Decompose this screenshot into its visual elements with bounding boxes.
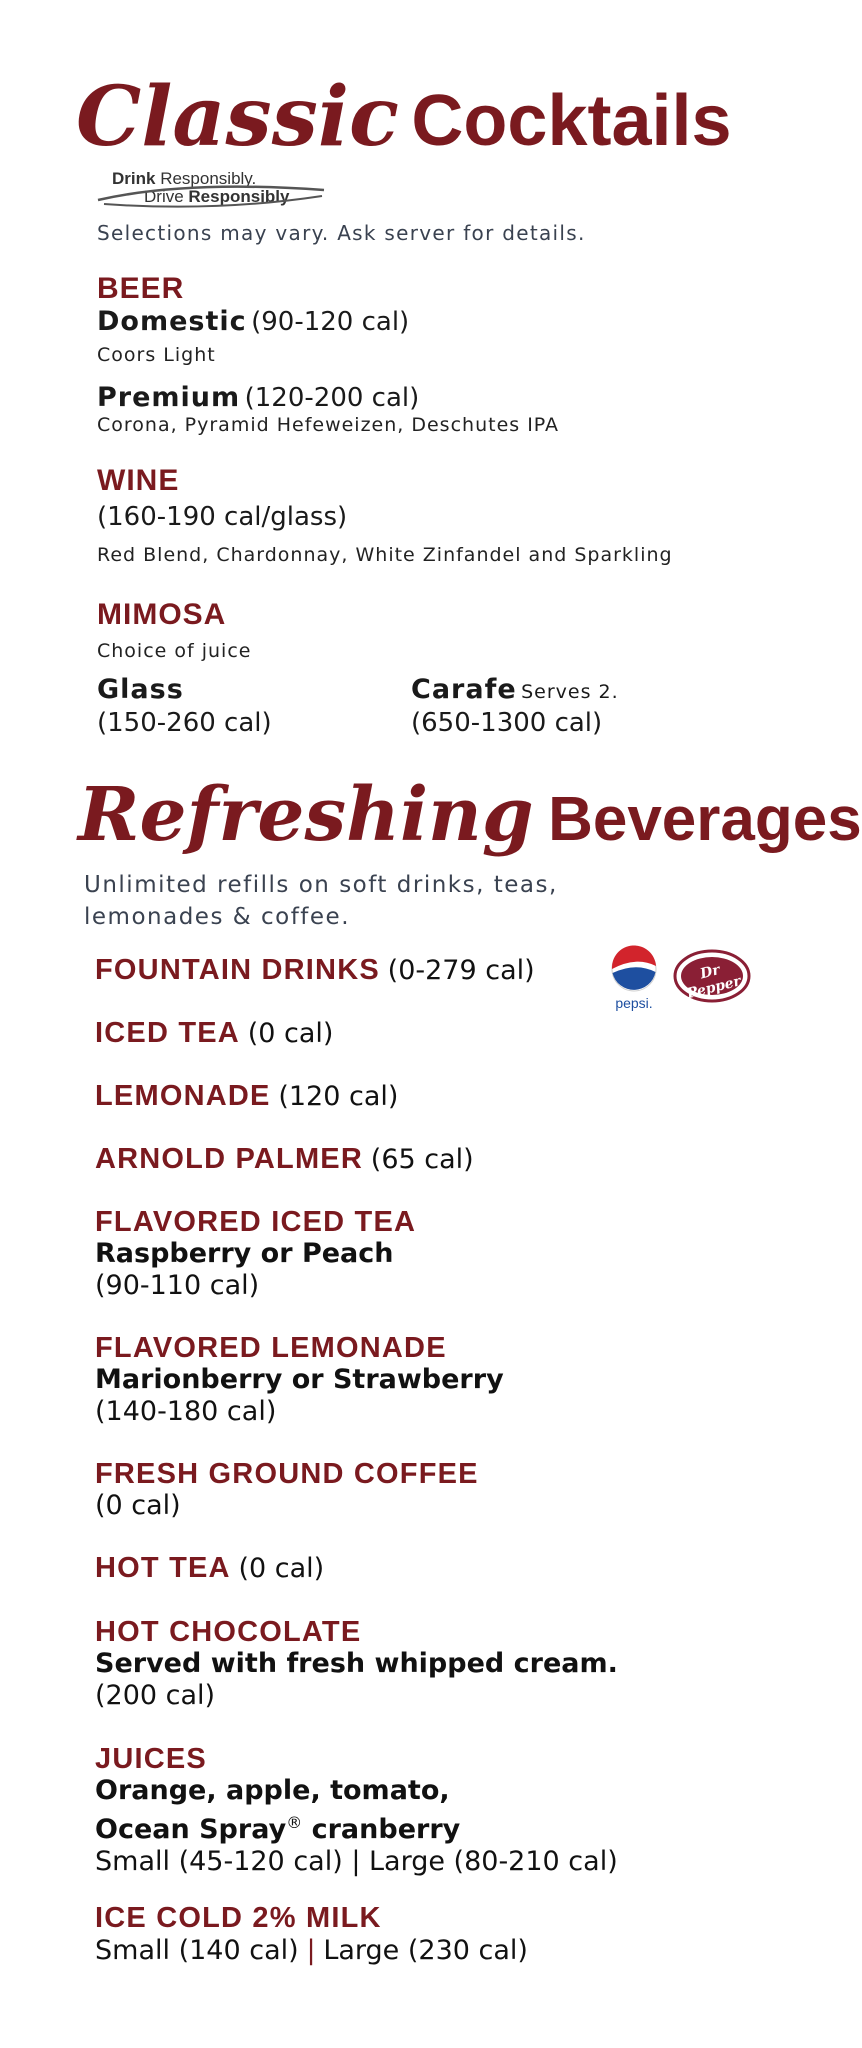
beer-premium-items: Corona, Pyramid Hefeweizen, Deschutes IPA <box>97 414 560 436</box>
beverages-note-line2: lemonades & coffee. <box>84 904 351 930</box>
item-sub-part-b: cranberry <box>302 1814 461 1845</box>
beverages-title <box>78 760 862 870</box>
cocktails-note: Selections may vary. Ask server for details. <box>97 221 586 245</box>
item-name: ICED TEA <box>95 1017 240 1049</box>
item-name: ICE COLD 2% MILK <box>95 1902 382 1934</box>
item-sub-line2 <box>95 1807 618 1846</box>
beverages-title-script: Refreshing <box>78 772 534 858</box>
beer-premium-label: Premium <box>97 382 241 413</box>
item-cal: (0 cal) <box>247 1018 334 1049</box>
mimosa-carafe <box>411 674 619 705</box>
list-item <box>95 1017 333 1050</box>
item-cal-large: Large (230 cal) <box>323 1935 528 1966</box>
beer-heading: BEER <box>97 272 185 305</box>
list-item <box>95 1902 528 1967</box>
item-name: LEMONADE <box>95 1080 271 1112</box>
item-cal: (120 cal) <box>278 1081 399 1112</box>
pepsi-text: pepsi. <box>615 995 653 1011</box>
item-cal: Small (45-120 cal) | Large (80-210 cal) <box>95 1846 618 1877</box>
list-item <box>95 954 535 987</box>
drink-responsibly-line1-bold: Drink <box>112 169 156 188</box>
item-cal: (65 cal) <box>370 1144 474 1175</box>
drink-responsibly-line2-rest: Drive <box>144 187 184 206</box>
beer-premium <box>97 382 419 413</box>
mimosa-glass-label: Glass <box>97 674 184 705</box>
item-sub-line1: Orange, apple, tomato, <box>95 1775 450 1806</box>
cocktails-title <box>76 62 732 172</box>
list-item <box>95 1206 416 1302</box>
item-name: HOT TEA <box>95 1552 231 1584</box>
drink-responsibly-line1-rest: Responsibly. <box>160 169 257 188</box>
item-name: FLAVORED ICED TEA <box>95 1206 417 1238</box>
item-name: FRESH GROUND COFFEE <box>95 1458 479 1490</box>
beverages-note <box>84 869 558 933</box>
item-name: HOT CHOCOLATE <box>95 1616 362 1648</box>
wine-heading: WINE <box>97 464 180 497</box>
beer-domestic-cal: (90-120 cal) <box>251 307 410 337</box>
mimosa-carafe-note: Serves 2. <box>521 681 619 703</box>
drink-responsibly-line2-bold: Responsibly <box>188 187 290 206</box>
list-item <box>95 1080 398 1113</box>
item-cal-row <box>95 1934 528 1967</box>
pepsi-globe-icon <box>611 946 657 992</box>
mimosa-carafe-label: Carafe <box>411 674 517 705</box>
list-item <box>95 1552 324 1585</box>
beer-domestic <box>97 306 409 337</box>
beer-domestic-items: Coors Light <box>97 344 216 366</box>
wine-cal: (160-190 cal/glass) <box>97 502 348 532</box>
item-cal: (0 cal) <box>95 1490 181 1521</box>
beer-domestic-label: Domestic <box>97 306 247 337</box>
list-item <box>95 1616 618 1712</box>
item-sub: Served with fresh whipped cream. <box>95 1648 618 1679</box>
item-cal: (90-110 cal) <box>95 1270 260 1301</box>
list-item <box>95 1332 504 1428</box>
item-name: ARNOLD PALMER <box>95 1143 363 1175</box>
beverages-title-sans: Beverages <box>548 785 862 854</box>
item-cal: (200 cal) <box>95 1680 216 1711</box>
cocktails-title-script: Classic <box>76 69 399 165</box>
item-name: FOUNTAIN DRINKS <box>95 954 380 986</box>
item-cal: (0 cal) <box>238 1553 325 1584</box>
registered-mark: ® <box>286 1813 303 1832</box>
pepsi-logo <box>606 946 662 1016</box>
item-sub: Raspberry or Peach <box>95 1238 394 1269</box>
beverages-note-line1: Unlimited refills on soft drinks, teas, <box>84 872 558 898</box>
wine-items: Red Blend, Chardonnay, White Zinfandel and Sparkling <box>97 544 673 566</box>
drpepper-logo <box>672 948 752 1004</box>
mimosa-carafe-cal: (650-1300 cal) <box>411 708 603 738</box>
cocktails-title-sans: Cocktails <box>411 81 732 161</box>
list-item <box>95 1458 479 1522</box>
beer-premium-cal: (120-200 cal) <box>244 383 420 413</box>
item-cal-small: Small (140 cal) <box>95 1935 299 1966</box>
list-item <box>95 1743 618 1878</box>
swoosh-icon <box>96 178 326 212</box>
item-cal-separator: | <box>306 1935 316 1966</box>
drink-responsibly-logo <box>96 170 326 212</box>
mimosa-desc: Choice of juice <box>97 640 252 662</box>
drpepper-text: Dr Pepper <box>685 962 743 1003</box>
item-cal: (140-180 cal) <box>95 1396 277 1427</box>
item-name: JUICES <box>95 1743 207 1775</box>
mimosa-heading: MIMOSA <box>97 598 227 631</box>
item-cal: (0-279 cal) <box>387 955 535 986</box>
item-name: FLAVORED LEMONADE <box>95 1332 447 1364</box>
item-sub: Marionberry or Strawberry <box>95 1364 504 1395</box>
list-item <box>95 1143 474 1176</box>
item-sub-part-a: Ocean Spray <box>95 1814 287 1845</box>
mimosa-glass-cal: (150-260 cal) <box>97 708 272 738</box>
